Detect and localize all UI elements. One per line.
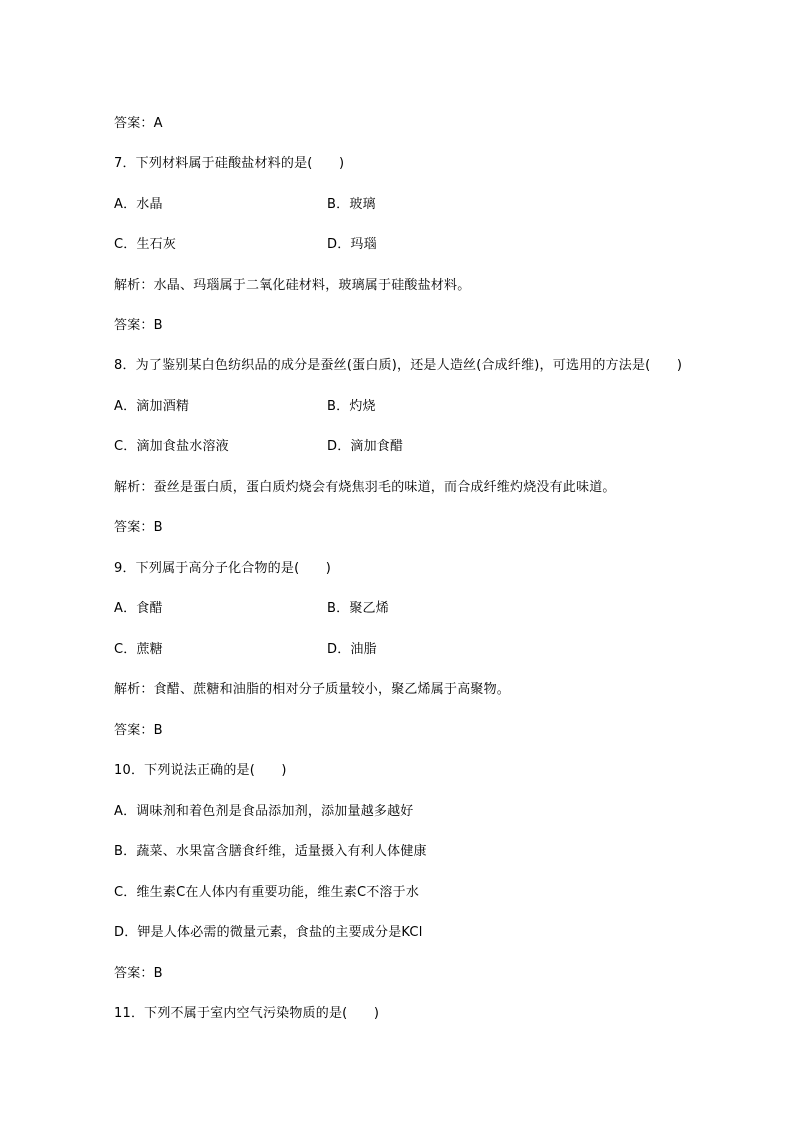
option-d: D．玛瑙 xyxy=(327,237,377,252)
option-d: D．钾是人体必需的微量元素，食盐的主要成分是KCl xyxy=(114,925,423,940)
option-c: C．生石灰 xyxy=(114,237,177,252)
option-a: A．调味剂和着色剂是食品添加剂，添加量越多越好 xyxy=(114,804,414,819)
option-c: C．蔗糖 xyxy=(114,642,163,657)
option-a: A．滴加酒精 xyxy=(114,399,190,414)
answer-line: 答案：A xyxy=(114,116,163,131)
option-c: C．维生素C在人体内有重要功能，维生素C不溶于水 xyxy=(114,885,420,900)
question-8: 8．为了鉴别某白色纺织品的成分是蚕丝(蛋白质)，还是人造丝(合成纤维)，可选用的方法是( ) xyxy=(114,358,683,373)
analysis-line: 解析：蚕丝是蛋白质，蛋白质灼烧会有烧焦羽毛的味道，而合成纤维灼烧没有此味道。 xyxy=(114,480,616,495)
option-d: D．油脂 xyxy=(327,642,377,657)
option-b: B．聚乙烯 xyxy=(327,601,389,616)
question-9: 9．下列属于高分子化合物的是( ) xyxy=(114,561,332,576)
question-11: 11．下列不属于室内空气污染物质的是( ) xyxy=(114,1006,380,1021)
analysis-line: 解析：水晶、玛瑙属于二氧化硅材料，玻璃属于硅酸盐材料。 xyxy=(114,278,471,293)
question-7: 7．下列材料属于硅酸盐材料的是( ) xyxy=(114,156,345,171)
answer-line: 答案：B xyxy=(114,966,163,981)
answer-line: 答案：B xyxy=(114,520,163,535)
answer-line: 答案：B xyxy=(114,318,163,333)
option-a: A．水晶 xyxy=(114,197,163,212)
option-a: A．食醋 xyxy=(114,601,163,616)
option-b: B．蔬菜、水果富含膳食纤维，适量摄入有利人体健康 xyxy=(114,844,427,859)
option-c: C．滴加食盐水溶液 xyxy=(114,439,229,454)
option-b: B．玻璃 xyxy=(327,197,376,212)
analysis-line: 解析：食醋、蔗糖和油脂的相对分子质量较小，聚乙烯属于高聚物。 xyxy=(114,682,511,697)
answer-line: 答案：B xyxy=(114,723,163,738)
question-10: 10．下列说法正确的是( ) xyxy=(114,763,287,778)
option-d: D．滴加食醋 xyxy=(327,439,404,454)
option-b: B．灼烧 xyxy=(327,399,376,414)
